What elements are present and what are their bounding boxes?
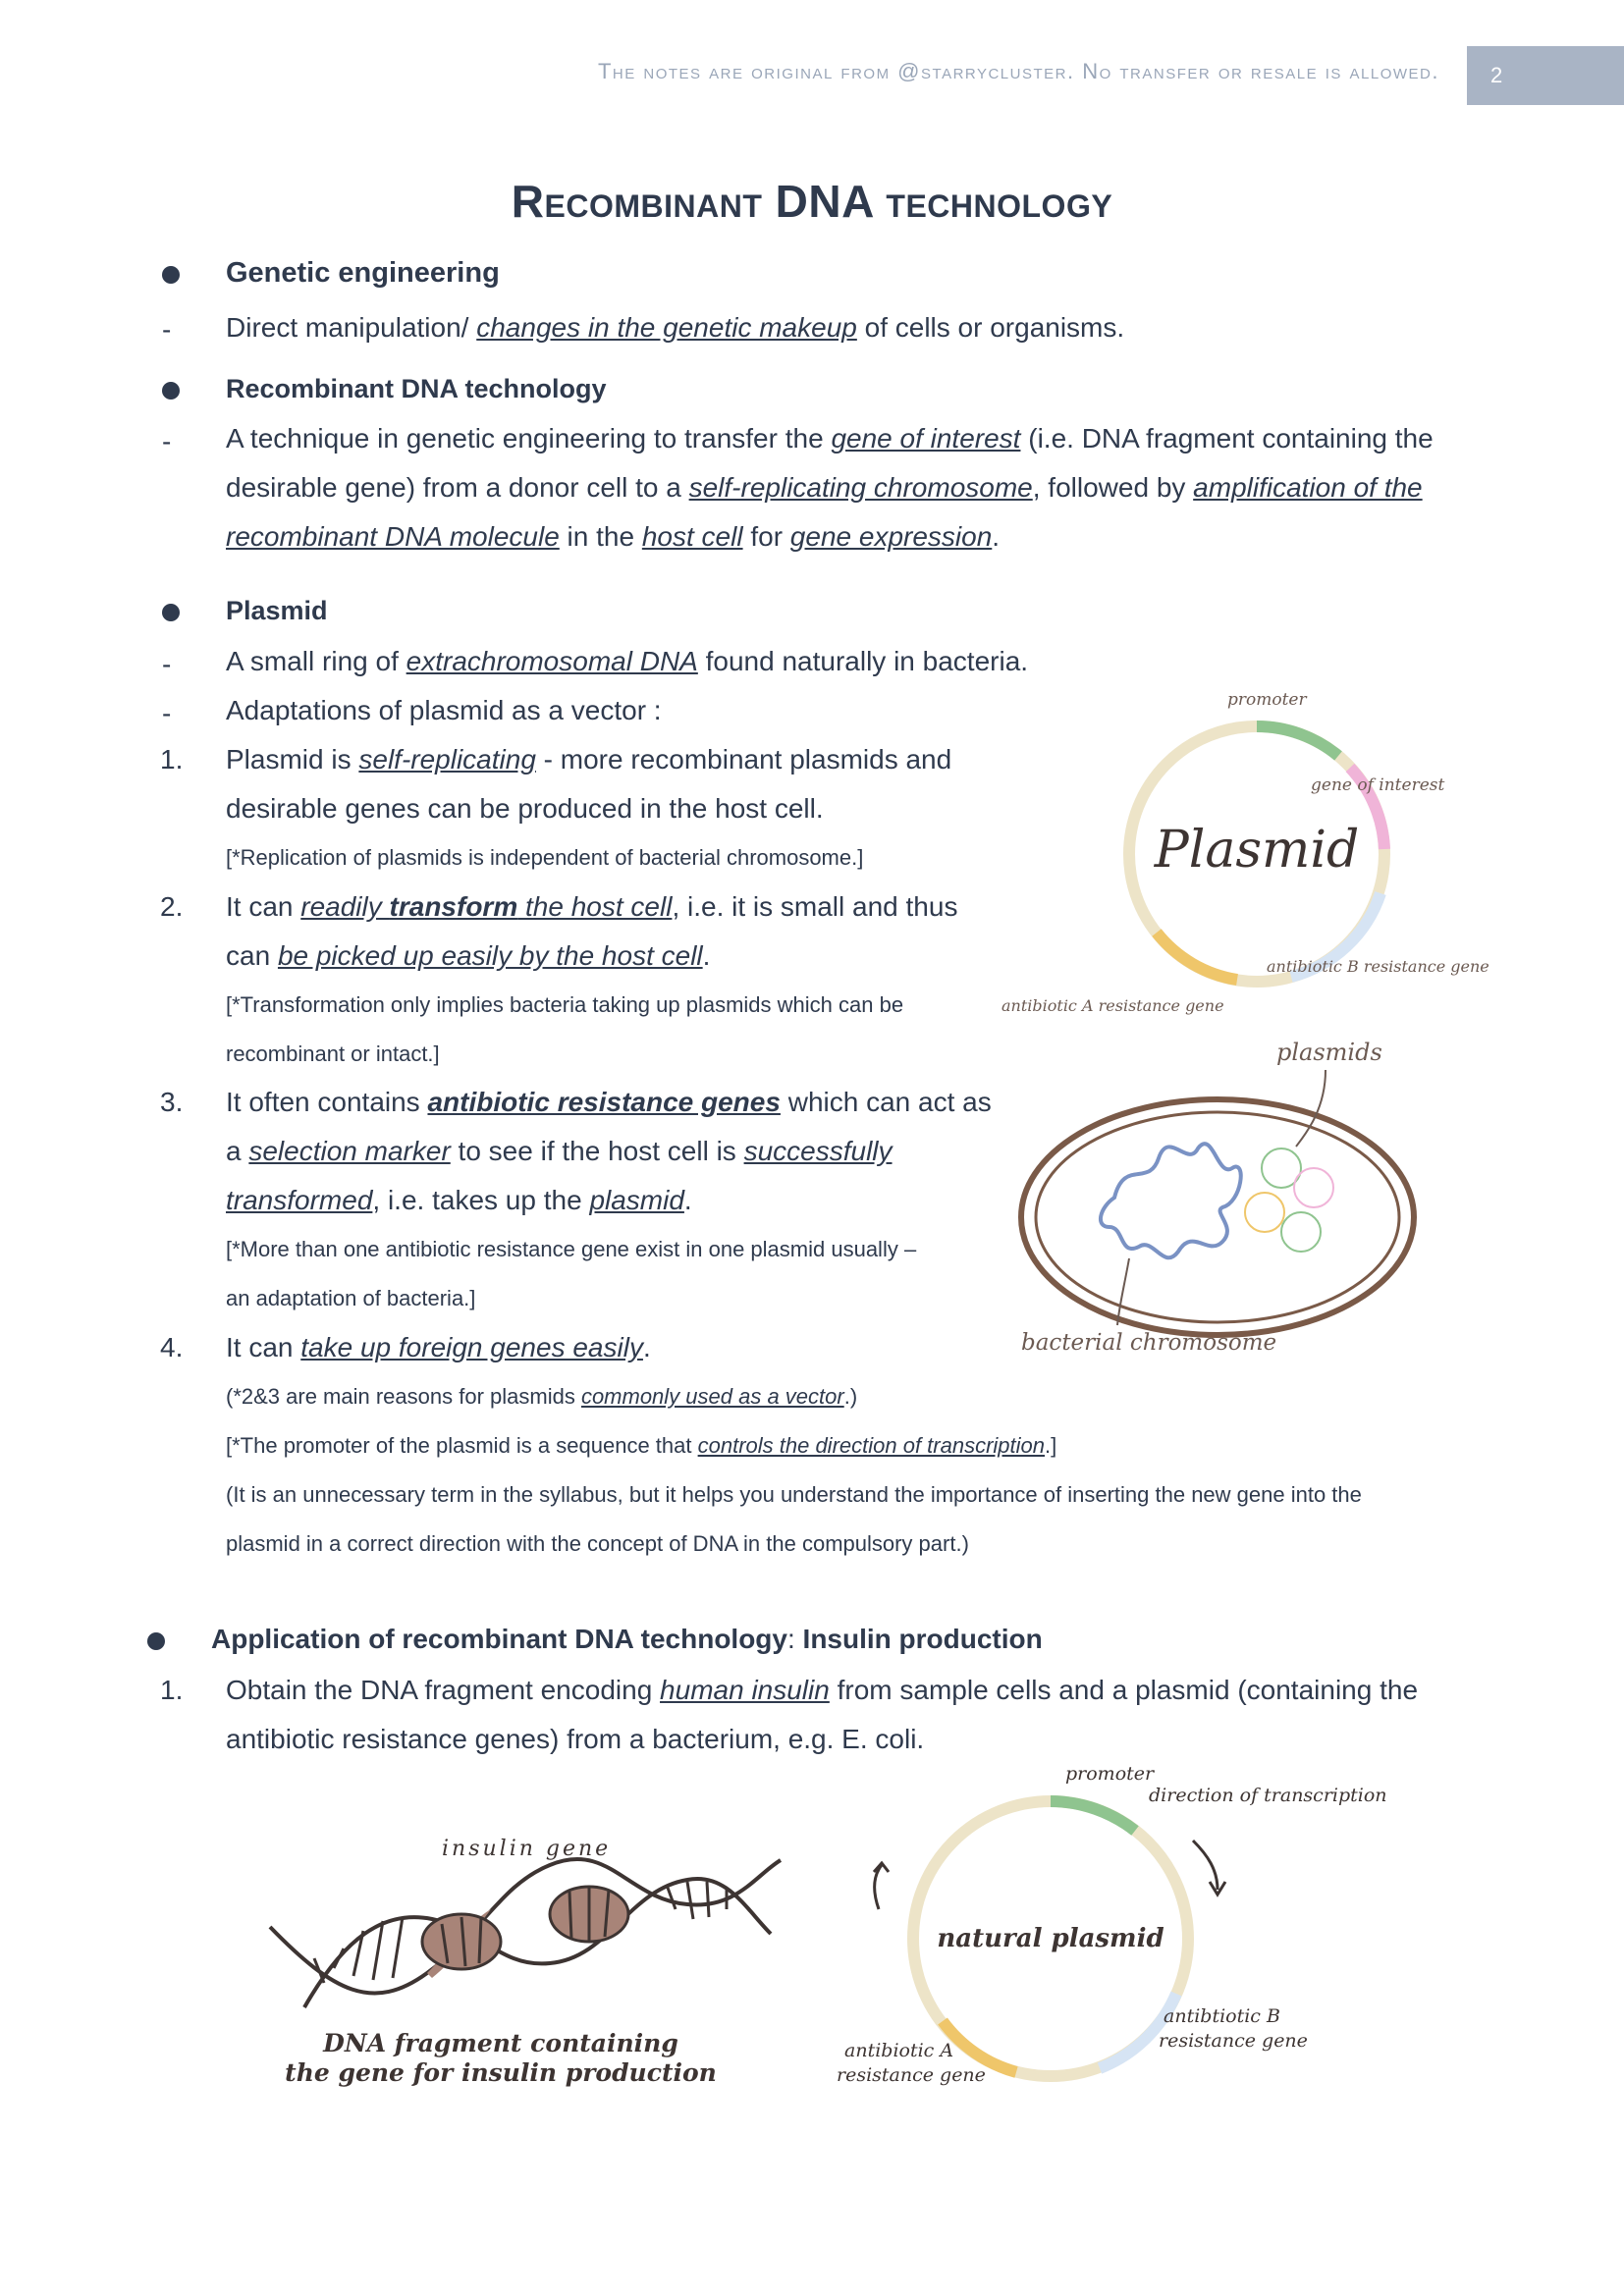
natural-plasmid-label: natural plasmid xyxy=(937,1924,1164,1953)
natural-resistance-b-label-1: antibtiotic B xyxy=(1164,2005,1280,2027)
chromosome-pointer xyxy=(1117,1258,1129,1325)
resistance-b-label: antibiotic B resistance gene xyxy=(1267,957,1489,976)
adaptation-3-note-1: [*More than one antibiotic resistance gene exist in one plasmid usually – xyxy=(226,1237,917,1261)
bullet-dot xyxy=(162,382,180,400)
promoter-label: promoter xyxy=(1227,690,1307,710)
dash-marker: - xyxy=(162,426,172,456)
bullet-dot xyxy=(162,604,180,621)
list-number-1: 1. xyxy=(160,744,184,774)
heading-genetic-engineering: Genetic engineering xyxy=(226,257,500,289)
adaptation-2-line-2: can be picked up easily by the host cell. xyxy=(226,940,711,971)
gene-of-interest-label: gene of interest xyxy=(1311,775,1445,795)
dna-fragment-diagram xyxy=(255,1811,805,2096)
note-vector: (*2&3 are main reasons for plasmids commonly used as a vector.) xyxy=(226,1384,858,1409)
adaptation-2-note-1: [*Transformation only implies bacteria taking up plasmids which can be xyxy=(226,992,904,1017)
note-syllabus-2: plasmid in a correct direction with the concept of DNA in the compulsory part.) xyxy=(226,1531,969,1556)
recombinant-line-3: recombinant DNA molecule in the host cell for gene expression. xyxy=(226,521,1001,552)
page-title: Recombinant DNA technology xyxy=(511,176,1113,227)
list-number-1: 1. xyxy=(160,1675,184,1705)
insulin-step-1-line-1: Obtain the DNA fragment encoding human insulin from sample cells and a plasmid (containing the xyxy=(226,1675,1419,1705)
insulin-step-1-line-2: antibiotic resistance genes) from a bacterium, e.g. E. coli. xyxy=(226,1724,925,1754)
natural-plasmid-diagram xyxy=(825,1762,1404,2096)
natural-resistance-b-label-2: resistance gene xyxy=(1159,2030,1308,2052)
adaptation-1-line-1: Plasmid is self-replicating - more recombinant plasmids and xyxy=(226,744,952,774)
adaptation-2-line-1: It can readily transform the host cell, i.e. it is small and thus xyxy=(226,891,958,922)
cell-wall xyxy=(1021,1099,1414,1335)
header-copyright-note: The notes are original from @starrycluster. No transfer or resale is allowed. xyxy=(597,59,1439,83)
bullet-dot xyxy=(147,1632,165,1650)
note-syllabus-1: (It is an unnecessary term in the syllabus, but it helps you understand the importance of inserting the new gene into the xyxy=(226,1482,1362,1507)
resistance-a-segment xyxy=(1157,933,1237,980)
heading-recombinant-dna: Recombinant DNA technology xyxy=(226,374,607,403)
natural-promoter-label: promoter xyxy=(1065,1763,1155,1785)
page-number-badge: 2 xyxy=(1467,46,1624,105)
adaptation-1-line-2: desirable genes can be produced in the host cell. xyxy=(226,793,824,824)
dash-marker: - xyxy=(162,649,172,679)
bacterial-chromosome xyxy=(1101,1144,1241,1257)
dash-marker: - xyxy=(162,698,172,728)
dna-caption-line-1: DNA fragment containing xyxy=(323,2029,678,2057)
heading-plasmid: Plasmid xyxy=(226,596,328,625)
list-number-3: 3. xyxy=(160,1087,184,1117)
adaptation-3-line-2: a selection marker to see if the host cell is successfully xyxy=(226,1136,893,1166)
plasmid-definition: A small ring of extrachromosomal DNA found naturally in bacteria. xyxy=(226,646,1029,676)
plasmids-label: plasmids xyxy=(1276,1039,1382,1066)
promoter-segment xyxy=(1257,726,1338,756)
adaptation-4-line: It can take up foreign genes easily. xyxy=(226,1332,651,1362)
list-number-4: 4. xyxy=(160,1332,184,1362)
plasmid-adaptations-intro: Adaptations of plasmid as a vector : xyxy=(226,695,662,725)
adaptation-2-note-2: recombinant or intact.] xyxy=(226,1041,440,1066)
heading-insulin-application: Application of recombinant DNA technology: Insulin production xyxy=(211,1624,1043,1654)
plasmid-circle xyxy=(1294,1168,1333,1207)
genetic-engineering-definition: Direct manipulation/ changes in the genetic makeup of cells or organisms. xyxy=(226,312,1125,343)
natural-promoter-segment xyxy=(1051,1801,1135,1831)
plasmid-center-label: Plasmid xyxy=(1154,821,1360,880)
plasmid-circle xyxy=(1281,1212,1321,1252)
natural-resistance-a-label-2: resistance gene xyxy=(837,2064,986,2086)
adaptation-3-line-1: It often contains antibiotic resistance genes which can act as xyxy=(226,1087,992,1117)
natural-resistance-a-label-1: antibiotic A xyxy=(844,2040,954,2061)
adaptation-3-note-2: an adaptation of bacteria.] xyxy=(226,1286,476,1310)
adaptation-1-note: [*Replication of plasmids is independent of bacterial chromosome.] xyxy=(226,845,864,870)
dash-marker: - xyxy=(162,314,172,345)
resistance-a-label: antibiotic A resistance gene xyxy=(1001,996,1224,1015)
dna-caption-line-2: the gene for insulin production xyxy=(285,2058,717,2087)
plasmid-circle xyxy=(1245,1193,1284,1232)
bullet-dot xyxy=(162,266,180,284)
recombinant-line-2: desirable gene) from a donor cell to a self-replicating chromosome, followed by amplification of the xyxy=(226,472,1423,503)
recombinant-line-1: A technique in genetic engineering to transfer the gene of interest (i.e. DNA fragment containing the xyxy=(226,423,1434,454)
dna-rungs xyxy=(314,1882,727,1983)
dna-strand-bottom xyxy=(304,1879,771,2007)
insulin-gene-label: insulin gene xyxy=(442,1837,612,1861)
cell-membrane xyxy=(1036,1112,1399,1322)
bacterium-diagram xyxy=(1001,1031,1453,1364)
direction-of-transcription-label: direction of transcription xyxy=(1149,1785,1387,1806)
list-number-2: 2. xyxy=(160,891,184,922)
transcription-arrow xyxy=(1193,1841,1218,1890)
adaptation-3-line-3: transformed, i.e. takes up the plasmid. xyxy=(226,1185,692,1215)
plasmid-diagram xyxy=(982,687,1492,1031)
note-promoter: [*The promoter of the plasmid is a sequence that controls the direction of transcription.] xyxy=(226,1433,1057,1458)
bacterial-chromosome-label: bacterial chromosome xyxy=(1021,1330,1277,1356)
